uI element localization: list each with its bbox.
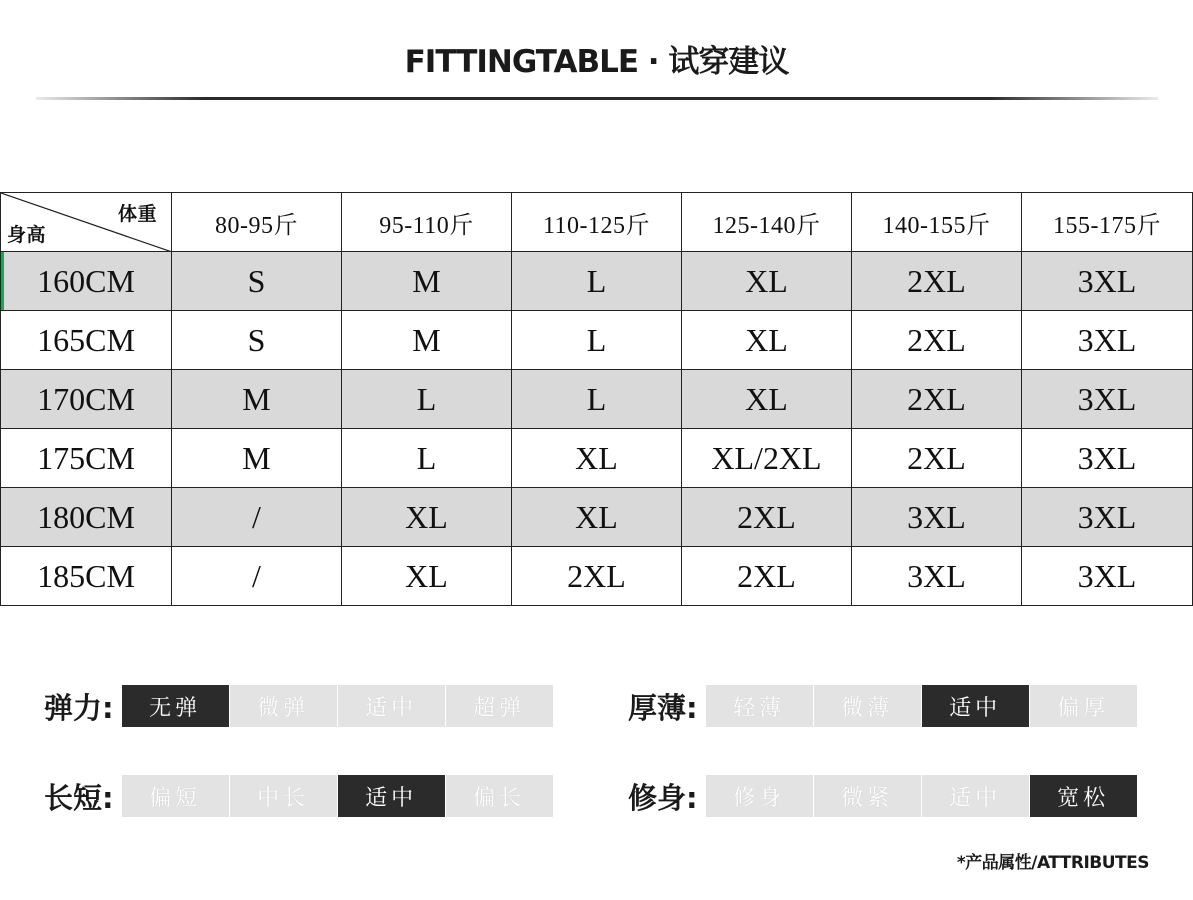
size-cell: 3XL [852,547,1022,606]
table-row [1,311,1193,370]
size-cell: M [342,311,512,370]
corner-header-cell [1,193,172,252]
height-label: 身高 [7,224,47,246]
table-row [1,429,1193,488]
attribute-option: 适中 [338,685,445,727]
attribute-options [706,685,1138,727]
page-title: FITTINGTABLE · 试穿建议 [404,44,789,80]
column-header: 80-95斤 [172,193,342,252]
attribute-label: 弹力: [44,690,114,725]
size-cell: M [172,429,342,488]
size-cell: 3XL [1022,370,1193,429]
size-cell: M [172,370,342,429]
table-row [1,488,1193,547]
size-cell: 3XL [1022,547,1193,606]
size-cell: L [512,311,682,370]
attribute-length [44,775,554,817]
height-cell: 185CM [1,547,172,606]
height-cell: 160CM [1,252,172,311]
table-row [1,252,1193,311]
attribute-elasticity [44,685,554,727]
title-divider [36,97,1158,100]
attribute-option: 微弹 [230,685,337,727]
attribute-label: 长短: [44,780,114,815]
attribute-fit [628,775,1138,817]
attributes-footnote: *产品属性/ATTRIBUTES [956,853,1149,873]
size-cell: L [342,370,512,429]
size-cell: 2XL [512,547,682,606]
height-cell: 165CM [1,311,172,370]
attribute-option-selected: 宽松 [1030,775,1137,817]
attribute-option: 偏长 [446,775,553,817]
size-cell: L [342,429,512,488]
attribute-option-selected: 适中 [338,775,445,817]
attribute-option: 微薄 [814,685,921,727]
column-header: 155-175斤 [1022,193,1193,252]
attribute-option: 修身 [706,775,813,817]
height-cell: 175CM [1,429,172,488]
size-cell: L [512,252,682,311]
size-cell: XL [682,311,852,370]
size-cell: XL/2XL [682,429,852,488]
size-cell: 3XL [852,488,1022,547]
size-cell: 2XL [682,547,852,606]
attribute-options [122,685,554,727]
size-cell: S [172,252,342,311]
weight-label: 体重 [117,203,157,225]
attribute-option: 偏短 [122,775,229,817]
size-cell: 2XL [852,429,1022,488]
size-cell: 2XL [852,311,1022,370]
size-cell: XL [342,547,512,606]
size-cell: 3XL [1022,311,1193,370]
size-cell: 3XL [1022,429,1193,488]
column-header: 125-140斤 [682,193,852,252]
size-cell: XL [512,429,682,488]
size-cell: 2XL [852,252,1022,311]
size-cell: M [342,252,512,311]
size-table [0,192,1193,606]
size-cell: 2XL [852,370,1022,429]
column-header: 140-155斤 [852,193,1022,252]
size-cell: 3XL [1022,252,1193,311]
size-cell: XL [682,252,852,311]
table-header-row [1,193,1193,252]
size-cell: L [512,370,682,429]
attribute-label: 修身: [628,780,698,815]
attribute-option-selected: 无弹 [122,685,229,727]
attribute-option: 轻薄 [706,685,813,727]
attribute-option: 微紧 [814,775,921,817]
attribute-option: 中长 [230,775,337,817]
attribute-options [122,775,554,817]
height-cell: 170CM [1,370,172,429]
table-row [1,547,1193,606]
attribute-option: 超弹 [446,685,553,727]
size-cell: XL [682,370,852,429]
attribute-option: 适中 [922,775,1029,817]
size-cell: 3XL [1022,488,1193,547]
size-cell: XL [512,488,682,547]
column-header: 110-125斤 [512,193,682,252]
attribute-options [706,775,1138,817]
attribute-label: 厚薄: [628,690,698,725]
attribute-option-selected: 适中 [922,685,1029,727]
size-cell: / [172,547,342,606]
size-cell: / [172,488,342,547]
height-cell: 180CM [1,488,172,547]
size-cell: XL [342,488,512,547]
table-row [1,370,1193,429]
size-cell: S [172,311,342,370]
column-header: 95-110斤 [342,193,512,252]
size-cell: 2XL [682,488,852,547]
attribute-option: 偏厚 [1030,685,1137,727]
attribute-thickness [628,685,1138,727]
